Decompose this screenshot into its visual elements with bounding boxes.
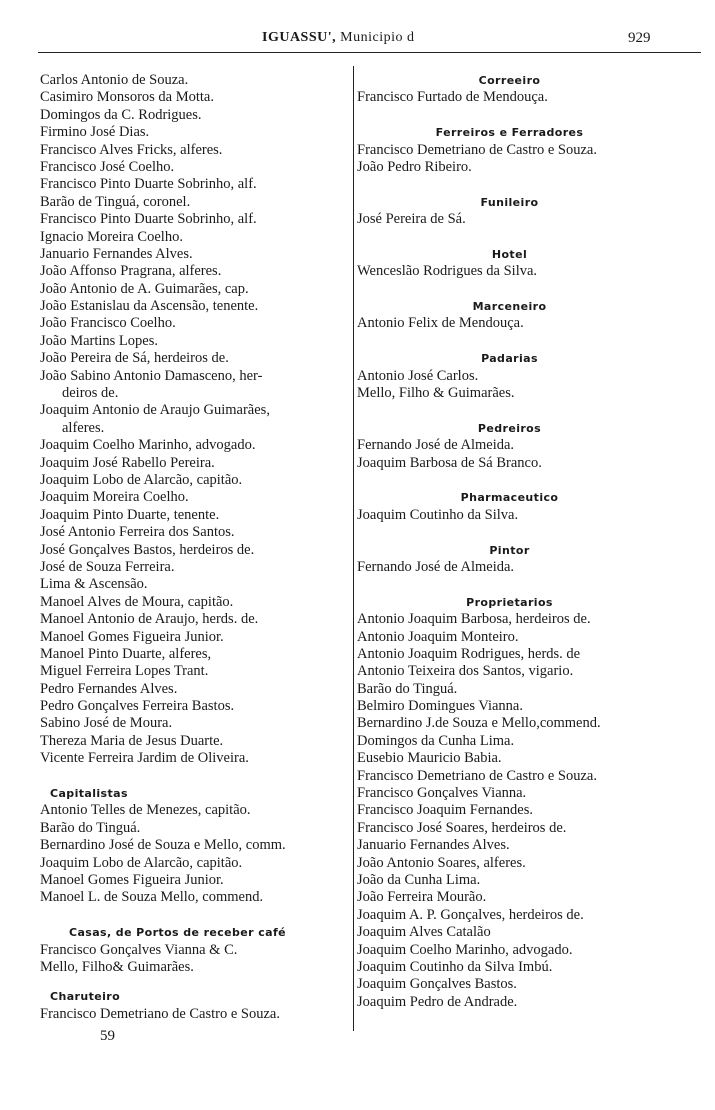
list-item: Vicente Ferreira Jardim de Oliveira.	[40, 750, 249, 767]
section-heading-capitalistas: Capitalistas	[50, 787, 128, 801]
list-item: Francisco José Soares, herdeiros de.	[357, 819, 567, 836]
list-item: Antonio Teixeira dos Santos, vigario.	[357, 663, 574, 680]
section-gap	[357, 472, 702, 489]
list-item: Joaquim A. P. Gonçalves, herdeiros de.	[357, 906, 584, 923]
section-gap	[357, 333, 702, 350]
list-item: Joaquim Lobo de Alarcão, capitão.	[40, 471, 243, 488]
section-heading-funileiro: Funileiro	[480, 195, 539, 209]
list-item: Carlos Antonio de Souza.	[40, 72, 189, 88]
list-item: Manoel Antonio de Araujo, herds. de.	[40, 611, 259, 628]
signature-mark: 59	[100, 1028, 115, 1044]
list-item: Miguel Ferreira Lopes Trant.	[40, 663, 209, 680]
section-heading-marceneiro: Marceneiro	[472, 300, 547, 314]
list-item: Francisco Demetriano de Castro e Souza.	[357, 141, 597, 158]
list-item: Ignacio Moreira Coelho.	[40, 228, 183, 245]
list-item: Barão de Tinguá, coronel.	[40, 193, 191, 210]
section-heading-pharmaceutico: Pharmaceutico	[460, 491, 559, 505]
list-item: Domingos da Cunha Lima.	[357, 732, 515, 749]
list-item: Francisco Gonçalves Vianna.	[357, 785, 527, 802]
list-item: Wenceslão Rodrigues da Silva.	[357, 263, 538, 280]
list-item: Antonio Joaquim Rodrigues, herds. de	[357, 645, 581, 662]
list-item: Francisco Alves Fricks, alferes.	[40, 141, 223, 158]
list-item: João Antonio de A. Guimarães, cap.	[40, 280, 249, 297]
page-number: 929	[628, 30, 651, 46]
list-item: Mello, Filho & Guimarães.	[357, 385, 515, 402]
list-item: Francisco Gonçalves Vianna & C.	[40, 941, 238, 958]
list-item: Joaquim José Rabello Pereira.	[40, 454, 215, 471]
list-item: Francisco Demetriano de Castro e Souza.	[40, 1005, 280, 1022]
list-item: Manoel Alves de Moura, capitão.	[40, 593, 234, 610]
list-item: João da Cunha Lima.	[357, 871, 481, 888]
list-item: Manoel L. de Souza Mello, commend.	[40, 889, 264, 906]
section-heading-pintor: Pintor	[489, 543, 530, 557]
list-item: Eusebio Mauricio Babia.	[357, 750, 502, 767]
section-gap	[357, 176, 702, 193]
list-item: Barão do Tinguá.	[357, 680, 458, 697]
list-item: Antonio Felix de Mendouça.	[357, 315, 524, 332]
right-column	[357, 72, 702, 1011]
section-gap	[40, 907, 355, 924]
section-heading-correeiro: Correeiro	[478, 74, 541, 87]
list-item: Francisco José Coelho.	[40, 158, 175, 175]
list-item: José Pereira de Sá.	[357, 211, 466, 228]
list-item: Bernardino José de Souza e Mello, comm.	[40, 837, 286, 854]
section-gap	[357, 576, 702, 593]
list-item-continuation: deiros de.	[62, 385, 119, 402]
list-item: João Affonso Pragrana, alferes.	[40, 263, 222, 280]
list-item: Thereza Maria de Jesus Duarte.	[40, 732, 224, 749]
left-column	[40, 72, 355, 1023]
title-rest: Municipio d	[336, 30, 415, 45]
list-item: João Pedro Ribeiro.	[357, 158, 472, 175]
section-heading-charuteiro: Charuteiro	[50, 990, 121, 1004]
list-item: Antonio José Carlos.	[357, 367, 479, 384]
list-item: José Antonio Ferreira dos Santos.	[40, 524, 235, 541]
list-item: Joaquim Coelho Marinho, advogado.	[357, 941, 573, 958]
list-item: Pedro Fernandes Alves.	[40, 680, 178, 697]
section-heading-proprietarios: Proprietarios	[466, 595, 553, 609]
list-item: Joaquim Coelho Marinho, advogado.	[40, 437, 256, 454]
section-heading-hotel: Hotel	[491, 247, 528, 261]
section-gap	[357, 229, 702, 246]
list-item: Casimiro Monsoros da Motta.	[40, 89, 214, 106]
list-item: João Francisco Coelho.	[40, 315, 176, 332]
list-item: Joaquim Coutinho da Silva Imbú.	[357, 958, 553, 975]
list-item: Joaquim Antonio de Araujo Guimarães,	[40, 402, 270, 419]
list-item: Sabino José de Moura.	[40, 715, 173, 732]
list-item: Francisco Demetriano de Castro e Souza.	[357, 767, 597, 784]
section-gap	[357, 524, 702, 541]
list-item: João Martins Lopes.	[40, 332, 158, 349]
list-item: Barão do Tinguá.	[40, 819, 141, 836]
list-item: Pedro Gonçalves Ferreira Bastos.	[40, 698, 235, 715]
list-item: Lima & Ascensão.	[40, 576, 148, 593]
title-bold: IGUASSU',	[262, 30, 337, 45]
list-item: Januario Fernandes Alves.	[40, 245, 193, 262]
list-item: Joaquim Lobo de Alarcão, capitão.	[40, 854, 243, 871]
section-gap	[357, 402, 702, 419]
list-item: Joaquim Gonçalves Bastos.	[357, 976, 517, 993]
section-heading-pedreiros: Pedreiros	[477, 421, 542, 435]
list-item: João Antonio Soares, alferes.	[357, 854, 526, 871]
page-header	[0, 30, 715, 50]
section-heading-padarias: Padarias	[481, 352, 538, 366]
section-heading-casas: Casas, de Portos de receber café	[68, 926, 287, 940]
list-item: Joaquim Pedro de Andrade.	[357, 993, 518, 1010]
list-item: Mello, Filho& Guimarães.	[40, 958, 194, 975]
list-item: Francisco Furtado de Mendouça.	[357, 89, 548, 106]
list-item: José Gonçalves Bastos, herdeiros de.	[40, 541, 255, 558]
header-rule	[38, 52, 701, 53]
list-item: Joaquim Pinto Duarte, tenente.	[40, 506, 220, 523]
list-item: Firmino José Dias.	[40, 124, 150, 141]
list-item: Domingos da C. Rodrigues.	[40, 106, 202, 123]
section-heading-ferreiros: Ferreiros e Ferradores	[435, 126, 584, 140]
list-item: José de Souza Ferreira.	[40, 558, 175, 575]
list-item: Manoel Pinto Duarte, alferes,	[40, 645, 212, 662]
section-gap	[40, 976, 355, 988]
list-item: Joaquim Moreira Coelho.	[40, 489, 189, 506]
list-item: Francisco Pinto Duarte Sobrinho, alf.	[40, 211, 257, 228]
list-item: Antonio Telles de Menezes, capitão.	[40, 802, 251, 819]
list-item: Bernardino J.de Souza e Mello,commend.	[357, 715, 601, 732]
list-item: João Sabino Antonio Damasceno, her-	[40, 367, 263, 384]
list-item: Januario Fernandes Alves.	[357, 837, 510, 854]
list-item: Fernando José de Almeida.	[357, 437, 515, 454]
list-item: Antonio Joaquim Barbosa, herdeiros de.	[357, 611, 591, 628]
list-item: Francisco Pinto Duarte Sobrinho, alf.	[40, 176, 257, 193]
list-item: Francisco Joaquim Fernandes.	[357, 802, 533, 819]
list-item: João Estanislau da Ascensão, tenente.	[40, 298, 259, 315]
page-title	[262, 30, 414, 46]
list-item: Manoel Gomes Figueira Junior.	[40, 871, 224, 888]
list-item: João Pereira de Sá, herdeiros de.	[40, 350, 229, 367]
list-item: Manoel Gomes Figueira Junior.	[40, 628, 224, 645]
list-item: João Ferreira Mourão.	[357, 889, 487, 906]
section-gap	[357, 281, 702, 298]
section-gap	[357, 107, 702, 124]
list-item: Joaquim Coutinho da Silva.	[357, 506, 519, 523]
list-item: Antonio Joaquim Monteiro.	[357, 628, 519, 645]
section-gap	[40, 768, 355, 785]
list-item: Belmiro Domingues Vianna.	[357, 698, 523, 715]
list-item: Fernando José de Almeida.	[357, 558, 515, 575]
list-item: Joaquim Barbosa de Sá Branco.	[357, 454, 542, 471]
list-item: Joaquim Alves Catalão	[357, 924, 491, 941]
list-item-continuation: alferes.	[62, 419, 105, 436]
